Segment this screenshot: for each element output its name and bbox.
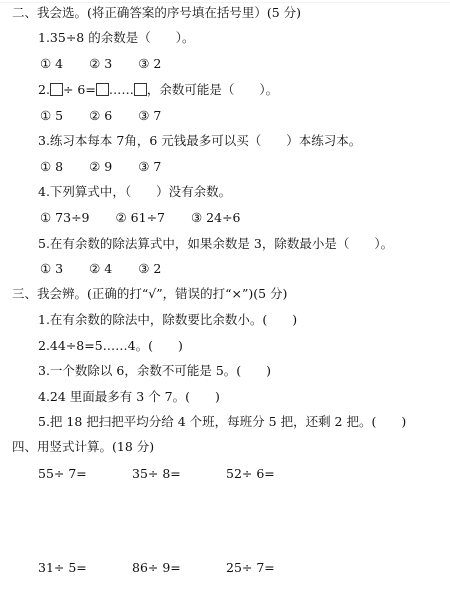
question-2-options	[40, 108, 161, 124]
calc-problem: 86÷ 9=	[132, 560, 181, 575]
calc-problem: 52÷ 6=	[226, 466, 275, 481]
option-2[interactable]: ② 61÷7	[115, 210, 166, 225]
calc-problem: 25÷ 7=	[226, 560, 275, 575]
judge-item[interactable]: 3.一个数除以 6，余数不可能是 5。( )	[38, 363, 272, 378]
option-3[interactable]: ③ 2	[138, 56, 162, 71]
option-1[interactable]: ① 5	[40, 108, 64, 123]
option-1[interactable]: ① 3	[40, 261, 64, 276]
section2-title: 二、我会选。(将正确答案的序号填在括号里）(5 分)	[12, 5, 302, 20]
question-4-options	[40, 210, 241, 226]
judge-item[interactable]: 2.44÷8=5……4。( )	[38, 338, 183, 353]
judge-item[interactable]: 1.在有余数的除法中，除数要比余数小。( )	[38, 312, 298, 327]
question-5-stem: 5.在有余数的除法算式中，如果余数是 3，除数最小是（ ）。	[38, 236, 394, 251]
calc-problem: 35÷ 8=	[132, 466, 181, 481]
option-2[interactable]: ② 6	[89, 108, 113, 123]
question-3-stem: 3.练习本每本 7角，6 元钱最多可以买（ ）本练习本。	[38, 133, 362, 148]
question-2-mid2: ……	[108, 82, 134, 97]
blank-box-dividend[interactable]	[50, 83, 63, 96]
question-1-stem: 1.35÷8 的余数是（ ）。	[38, 30, 195, 45]
option-2[interactable]: ② 9	[89, 159, 113, 174]
blank-box-quotient[interactable]	[96, 83, 109, 96]
option-3[interactable]: ③ 24÷6	[191, 210, 241, 225]
calc-problem: 31÷ 5=	[38, 560, 87, 575]
section3-title: 三、我会辨。(正确的打“√”，错误的打“×”)(5 分)	[12, 286, 288, 301]
question-3-options	[40, 159, 161, 175]
option-2[interactable]: ② 3	[89, 56, 113, 71]
top-border	[0, 2, 450, 3]
calc-problem: 55÷ 7=	[38, 466, 87, 481]
option-2[interactable]: ② 4	[89, 261, 113, 276]
option-3[interactable]: ③ 7	[138, 159, 162, 174]
option-1[interactable]: ① 8	[40, 159, 64, 174]
option-1[interactable]: ① 4	[40, 56, 64, 71]
question-2-stem	[38, 82, 278, 98]
judge-item[interactable]: 4.24 里面最多有 3 个 7。( )	[38, 389, 220, 404]
question-5-options	[40, 261, 161, 277]
option-3[interactable]: ③ 2	[138, 261, 162, 276]
blank-box-remainder[interactable]	[134, 83, 147, 96]
question-4-stem: 4.下列算式中，（ ）没有余数。	[38, 184, 232, 199]
section4-title: 四、用竖式计算。(18 分)	[12, 439, 155, 454]
option-3[interactable]: ③ 7	[138, 108, 162, 123]
question-2-prefix: 2.	[38, 82, 50, 97]
judge-item[interactable]: 5.把 18 把扫把平均分给 4 个班，每班分 5 把，还剩 2 把。( )	[38, 414, 407, 429]
question-1-options	[40, 56, 161, 72]
question-2-mid1: ÷ 6=	[62, 82, 96, 97]
option-1[interactable]: ① 73÷9	[40, 210, 90, 225]
question-2-suffix: ，余数可能是（ ）。	[146, 82, 279, 97]
